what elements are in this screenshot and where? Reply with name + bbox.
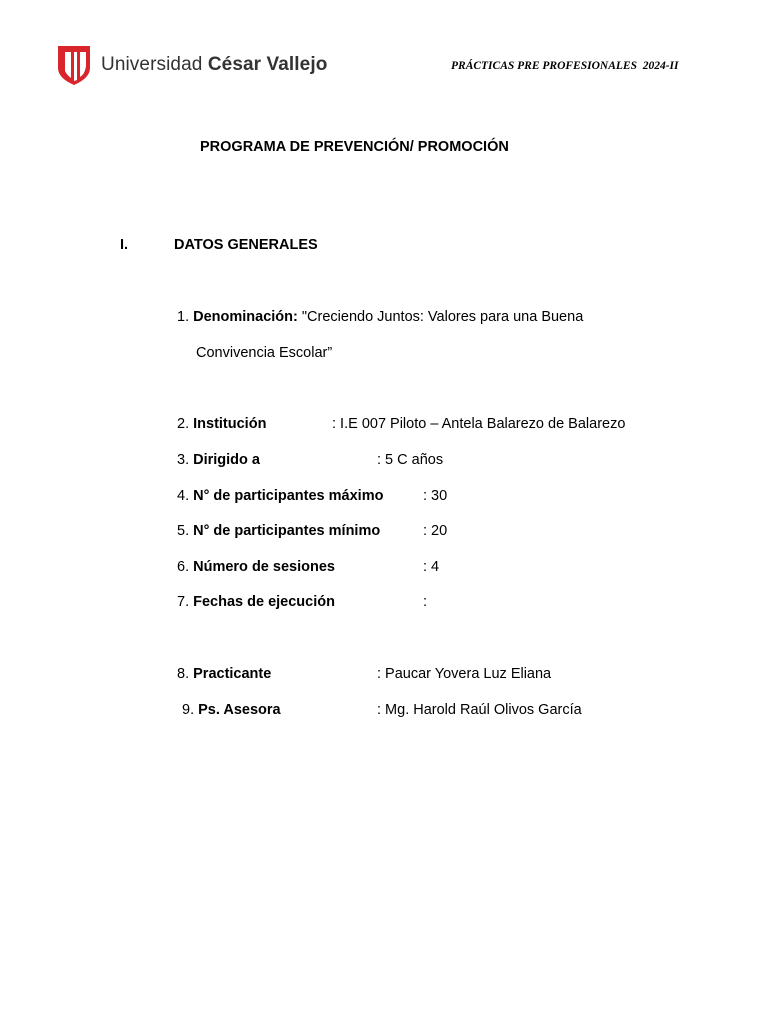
item-label: Practicante bbox=[193, 666, 272, 682]
item-value-continuation: Convivencia Escolar” bbox=[196, 345, 333, 361]
section-title: DATOS GENERALES bbox=[174, 237, 318, 253]
item-value: : Mg. Harold Raúl Olivos García bbox=[377, 702, 582, 718]
item-number: 6. bbox=[177, 559, 190, 575]
list-item-institucion bbox=[177, 416, 266, 432]
list-item-dirigido bbox=[177, 452, 260, 468]
list-item-fechas bbox=[177, 594, 335, 610]
section-number: I. bbox=[120, 237, 129, 253]
shield-logo-icon bbox=[57, 44, 91, 86]
item-label: Denominación: bbox=[193, 309, 298, 325]
item-number: 4. bbox=[177, 488, 190, 504]
item-value: : 20 bbox=[423, 523, 448, 539]
item-label: Institución bbox=[193, 416, 267, 432]
item-number: 7. bbox=[177, 594, 190, 610]
item-number: 3. bbox=[177, 452, 190, 468]
university-logo bbox=[57, 44, 327, 86]
item-value: : bbox=[423, 594, 428, 610]
item-label: Dirigido a bbox=[193, 452, 260, 468]
item-value: : 30 bbox=[423, 488, 448, 504]
item-value: : I.E 007 Piloto – Antela Balarezo de Balarezo bbox=[332, 416, 626, 432]
logo-wordmark bbox=[101, 54, 327, 76]
item-label: N° de participantes máximo bbox=[193, 488, 384, 504]
list-item-practicante bbox=[177, 666, 271, 682]
item-value: "Creciendo Juntos: Valores para una Buena bbox=[301, 309, 584, 325]
item-number: 1. bbox=[177, 309, 190, 325]
list-item-participantes-max bbox=[177, 488, 383, 504]
logo-word-universidad: Universidad bbox=[101, 54, 203, 75]
list-item-sesiones bbox=[177, 559, 335, 575]
header-practicas-label: PRÁCTICAS PRE PROFESIONALES 2024-II bbox=[451, 60, 679, 72]
item-number: 5. bbox=[177, 523, 190, 539]
item-number: 8. bbox=[177, 666, 190, 682]
list-item-asesora bbox=[182, 702, 281, 718]
item-label: Número de sesiones bbox=[193, 559, 335, 575]
page-title: PROGRAMA DE PREVENCIÓN/ PROMOCIÓN bbox=[200, 139, 509, 155]
item-label: Ps. Asesora bbox=[198, 702, 281, 718]
item-value: : 5 C años bbox=[377, 452, 444, 468]
list-item-participantes-min bbox=[177, 523, 380, 539]
item-number: 9. bbox=[182, 702, 195, 718]
logo-word-cesar-vallejo: César Vallejo bbox=[207, 54, 328, 75]
item-value: : 4 bbox=[423, 559, 440, 575]
list-item-denominacion bbox=[177, 309, 583, 325]
item-label: Fechas de ejecución bbox=[193, 594, 335, 610]
item-number: 2. bbox=[177, 416, 190, 432]
item-value: : Paucar Yovera Luz Eliana bbox=[377, 666, 552, 682]
item-label: N° de participantes mínimo bbox=[193, 523, 381, 539]
